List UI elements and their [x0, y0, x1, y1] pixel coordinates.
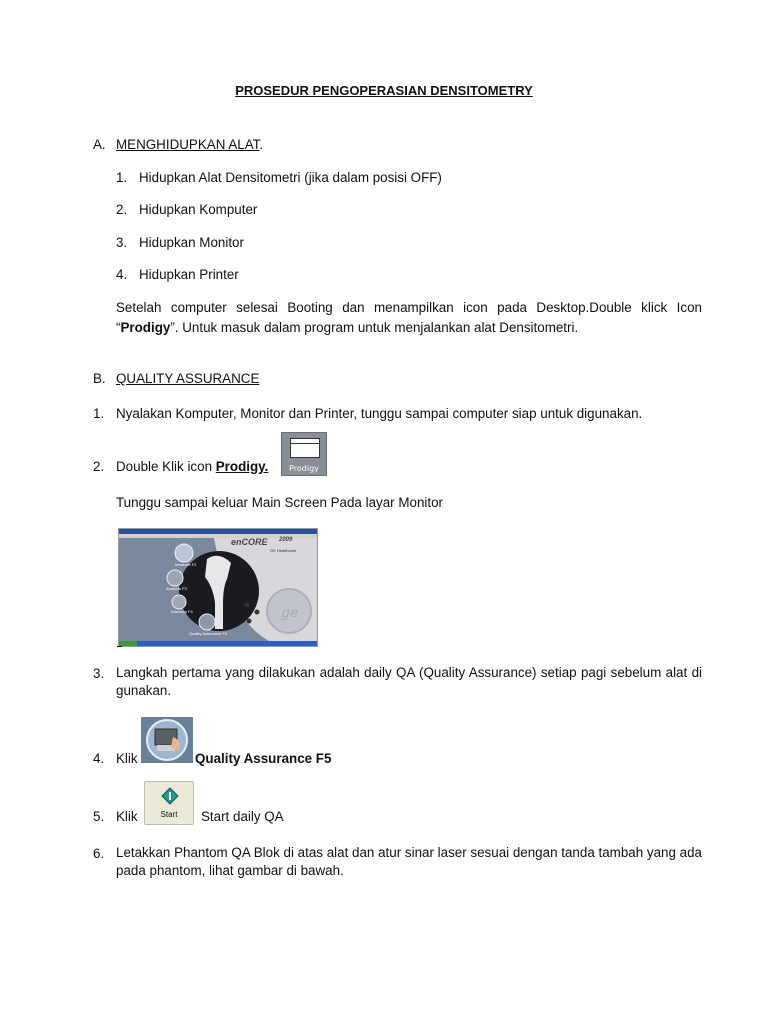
- para-text-1: Setelah computer selesai Booting dan menampilkan icon pada Desktop.Double klick Icon “: [116, 300, 702, 335]
- prodigy-icon[interactable]: [281, 432, 327, 476]
- b-step-6: Letakkan Phantom QA Blok di atas alat dan atur sinar laser sesuai dengan tanda tambah yang ada pada phantom, lihat gambar di bawah.: [116, 845, 702, 878]
- b-step-number-5: 5.: [93, 809, 105, 824]
- main-screen-image: [118, 528, 318, 647]
- qa-icon-art: [141, 717, 193, 763]
- section-a-heading: MENGHIDUPKAN ALAT.: [116, 137, 264, 152]
- main-screen-art: [119, 529, 318, 647]
- para-prodigy-bold: Prodigy: [120, 320, 171, 335]
- b-step-5-text: Klik: [116, 809, 138, 824]
- b-step-2-prodigy: Prodigy.: [215, 459, 269, 474]
- svg-text:ge: ge: [281, 605, 299, 621]
- b-step-4-text: Klik: [116, 751, 138, 766]
- b-step-number-3: 3.: [93, 666, 105, 681]
- encore-brand: enCORE: [231, 537, 268, 547]
- b-step-2: [116, 459, 268, 474]
- b-step-number-4: 4.: [93, 751, 105, 766]
- a-step-number-4: 4.: [116, 267, 128, 282]
- wait-text: Tunggu sampai keluar Main Screen Pada layar Monitor: [116, 495, 443, 510]
- start-icon-label: Start: [160, 810, 178, 819]
- a-step-number-2: 2.: [116, 202, 128, 217]
- a-step-number-1: 1.: [116, 170, 128, 185]
- section-a-letter: A.: [93, 137, 106, 152]
- b-step-5-after: Start daily QA: [201, 809, 284, 824]
- menu-directory[interactable]: Directory F4: [171, 609, 193, 614]
- menu-measure[interactable]: Measure F2: [175, 562, 197, 567]
- document-title: PROSEDUR PENGOPERASIAN DENSITOMETRY: [235, 83, 533, 98]
- b-step-1: Nyalakan Komputer, Monitor dan Printer, tunggu sampai computer siap untuk digunakan.: [116, 406, 643, 421]
- prodigy-icon-label: Prodigy: [289, 464, 319, 473]
- b-step-2-text: Double Klik icon: [116, 459, 216, 474]
- b-step-3: Langkah pertama yang dilakukan adalah daily QA (Quality Assurance) setiap pagi sebelum alat di gunakan.: [116, 665, 702, 698]
- encore-year: 2009: [279, 537, 293, 543]
- section-a-heading-text: MENGHIDUPKAN ALAT: [116, 137, 260, 152]
- menu-quality-assurance[interactable]: Quality Assurance F5: [189, 631, 228, 636]
- a-step-2: Hidupkan Komputer: [139, 202, 258, 217]
- b-step-number-1: 1.: [93, 406, 105, 421]
- section-a-paragraph: [116, 298, 702, 338]
- window-glyph-icon: [290, 438, 320, 458]
- underline-mark: [117, 646, 122, 647]
- a-step-number-3: 3.: [116, 235, 128, 250]
- a-step-1: Hidupkan Alat Densitometri (jika dalam posisi OFF): [139, 170, 442, 185]
- menu-analysis[interactable]: Analysis F3: [166, 586, 187, 591]
- quality-assurance-icon[interactable]: [141, 717, 193, 763]
- a-step-3: Hidupkan Monitor: [139, 235, 244, 250]
- b-step-number-6: 6.: [93, 846, 105, 861]
- start-diamond-icon: [145, 782, 195, 810]
- para-text-2: ”. Untuk masuk dalam program untuk menjalankan alat Densitometri.: [170, 320, 579, 335]
- start-daily-qa-button[interactable]: [144, 781, 194, 825]
- b-step-4-bold: Quality Assurance F5: [195, 751, 332, 766]
- encore-company: GE Healthcare: [270, 548, 297, 553]
- section-b-letter: B.: [93, 371, 106, 386]
- section-b-heading: QUALITY ASSURANCE: [116, 371, 260, 386]
- a-step-4: Hidupkan Printer: [139, 267, 239, 282]
- b-step-number-2: 2.: [93, 459, 105, 474]
